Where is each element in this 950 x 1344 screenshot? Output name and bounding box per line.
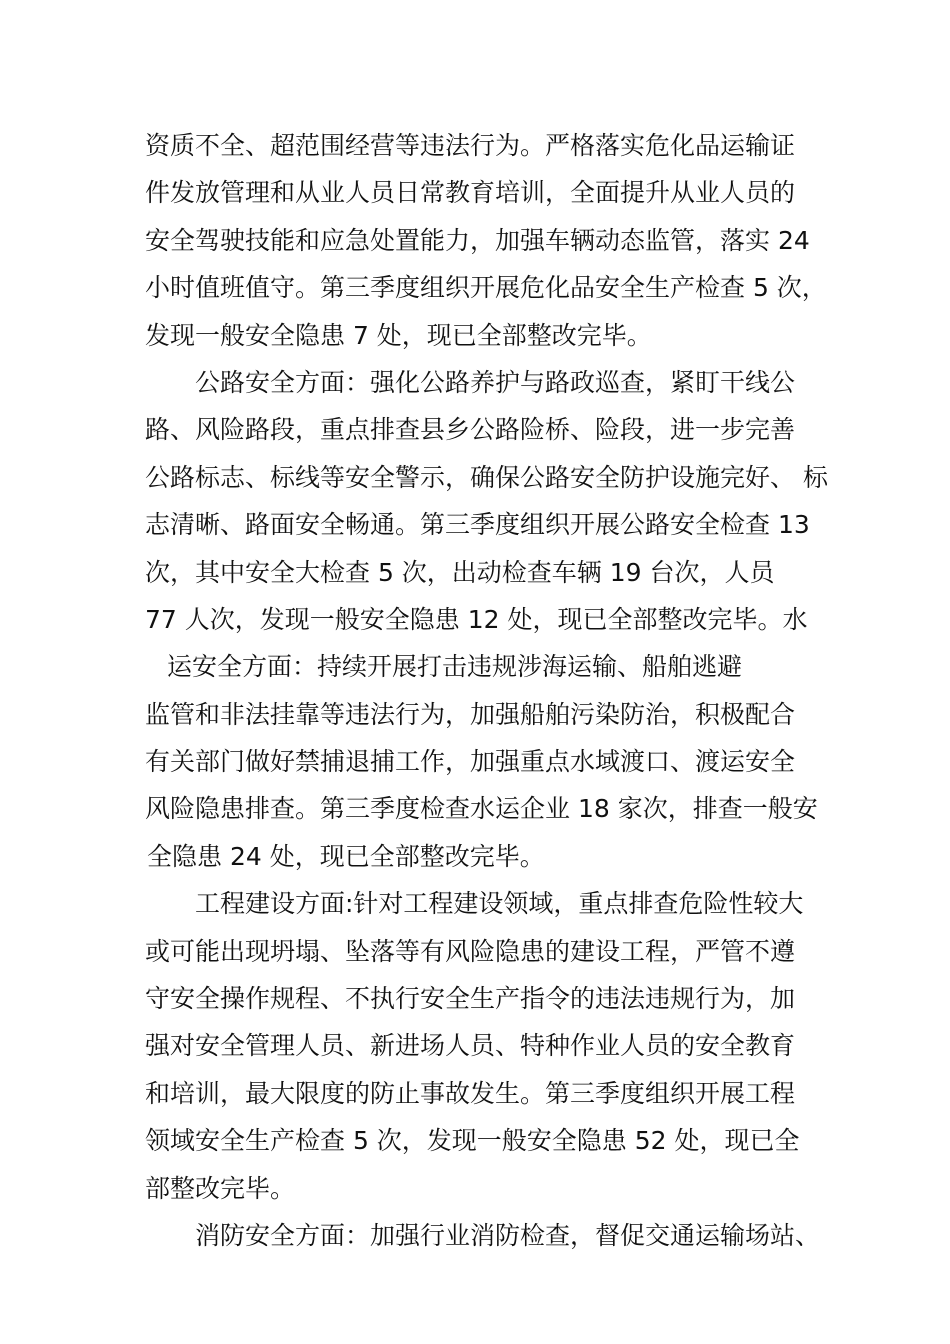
paragraph-engineering: 工程建设方面:针对工程建设领域，重点排查危险性较大 [195, 889, 804, 919]
paragraph-fire-safety: 消防安全方面：加强行业消防检查，督促交通运输场站、 [195, 1220, 821, 1250]
body-text [145, 122, 828, 1259]
text-line-8: 公路标志、标线等安全警示，确保公路安全防护设施完好、 标 [145, 462, 828, 492]
text-line-5: 发现一般安全隐患 7 处，现已全部整改完毕。 [145, 320, 652, 350]
text-line-10: 次，其中安全大检查 5 次，出动检查车辆 19 台次，人员 [145, 557, 775, 587]
text-line-3: 安全驾驶技能和应急处置能力，加强车辆动态监管，落实 24 [145, 225, 810, 255]
text-line-13: 监管和非法挂靠等违法行为，加强船舶污染防治，积极配合 [145, 699, 796, 729]
text-line-19: 守安全操作规程、不执行安全生产指令的违法违规行为，加 [145, 984, 796, 1014]
text-line-7: 路、风险路段，重点排查县乡公路险桥、险段，进一步完善 [145, 415, 796, 445]
text-line-11: 77 人次，发现一般安全隐患 12 处，现已全部整改完毕。水 [145, 604, 808, 634]
text-line-18: 或可能出现坍塌、坠落等有风险隐患的建设工程，严管不遵 [145, 936, 796, 966]
text-line-20: 强对安全管理人员、新进场人员、特种作业人员的安全教育 [145, 1031, 796, 1061]
text-line-4: 小时值班值守。第三季度组织开展危化品安全生产检查 5 次， [145, 273, 827, 303]
text-line-16: 全隐患 24 处，现已全部整改完毕。 [147, 841, 545, 871]
text-line-22: 领域安全生产检查 5 次，发现一般安全隐患 52 处，现已全 [145, 1126, 800, 1156]
text-line-14: 有关部门做好禁捕退捕工作，加强重点水域渡口、渡运安全 [145, 747, 796, 777]
text-line-15: 风险隐患排查。第三季度检查水运企业 18 家次，排查一般安 [145, 794, 818, 824]
text-line-1: 资质不全、超范围经营等违法行为。严格落实危化品运输证 [145, 131, 796, 160]
text-line-23: 部整改完毕。 [145, 1173, 296, 1203]
paragraph-road-safety: 公路安全方面：强化公路养护与路政巡查，紧盯干线公 [195, 367, 796, 397]
text-line-2: 件发放管理和从业人员日常教育培训，全面提升从业人员的 [145, 178, 796, 208]
paragraph-water-safety: 运安全方面：持续开展打击违规涉海运输、船舶逃避 [167, 652, 743, 682]
text-line-9: 志清晰、路面安全畅通。第三季度组织开展公路安全检查 13 [145, 510, 810, 540]
text-line-21: 和培训，最大限度的防止事故发生。第三季度组织开展工程 [145, 1078, 796, 1108]
